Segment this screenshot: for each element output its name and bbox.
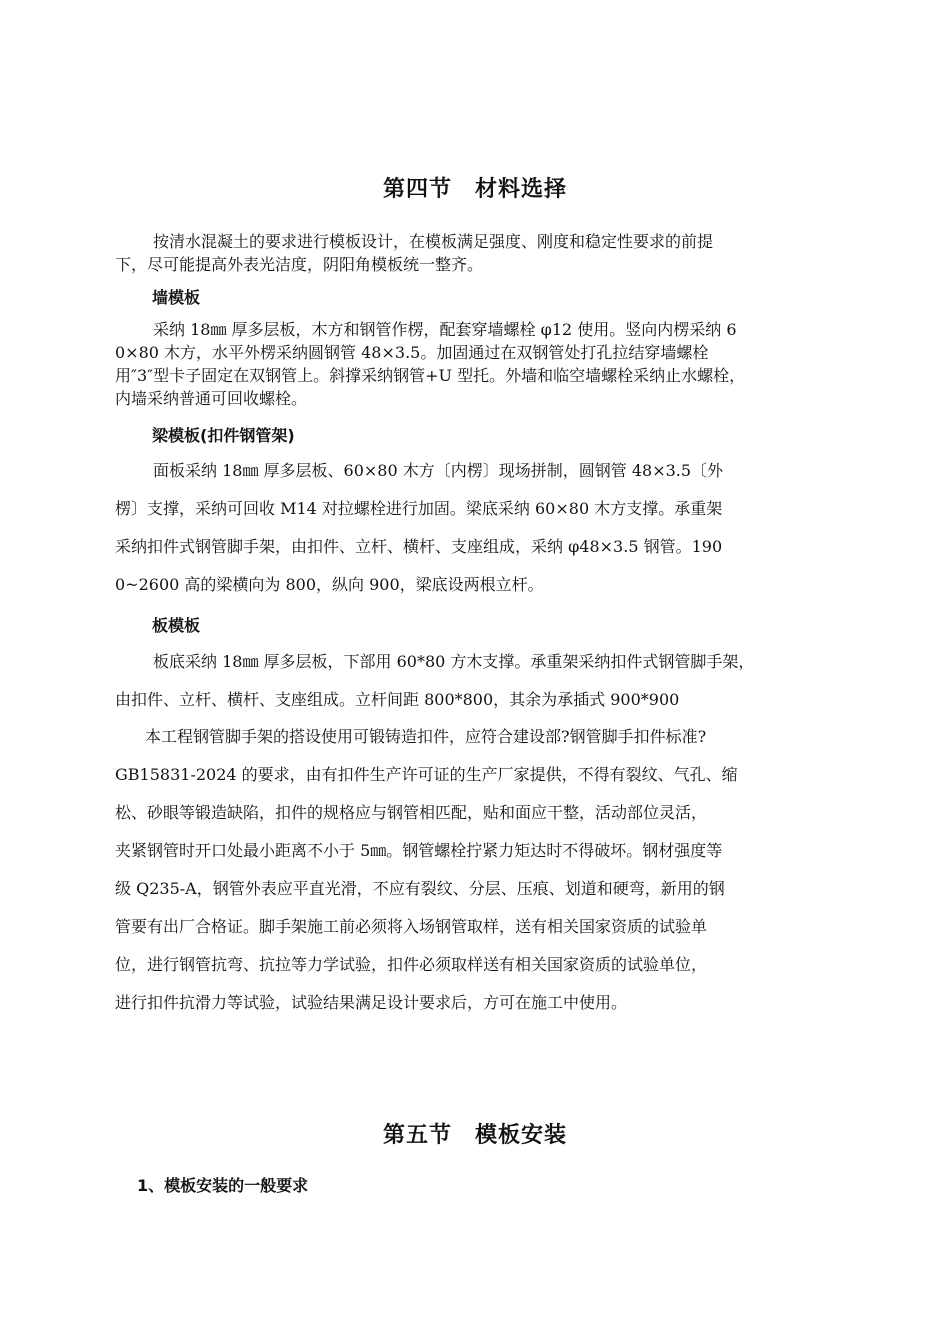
text-line: 0~2600 高的梁横向为 800，纵向 900，梁底设两根立杆。 <box>115 575 544 594</box>
text-line: 按清水混凝土的要求进行模板设计，在模板满足强度、刚度和稳定性要求的前提 <box>153 232 714 251</box>
section-5-title: 第五节 模板安装 <box>382 1123 567 1148</box>
slab-formwork-paragraph <box>115 643 845 719</box>
text-line: 面板采纳 18㎜ 厚多层板、60×80 木方〔内楞〕现场拼制，圆钢管 48×3.5〔外 <box>153 461 724 480</box>
text-line: 下，尽可能提高外表光洁度，阴阳角模板统一整齐。 <box>115 255 484 274</box>
text-line: 本工程钢管脚手架的搭设使用可锻铸造扣件，应符合建设部?钢管脚手扣件标准? <box>145 727 707 746</box>
text-line: 采纳扣件式钢管脚手架，由扣件、立杆、横杆、支座组成，采纳 φ48×3.5 钢管。190 <box>115 537 723 556</box>
intro-paragraph <box>115 230 845 276</box>
fastener-standard-paragraph <box>115 718 845 1022</box>
text-line: 0×80 木方，水平外楞采纳圆钢管 48×3.5。加固通过在双钢管处打孔拉结穿墙螺栓 <box>115 343 709 362</box>
text-line: 内墙采纳普通可回收螺栓。 <box>115 389 308 408</box>
text-line: 采纳 18㎜ 厚多层板，木方和钢管作楞，配套穿墙螺栓 φ12 使用。竖向内楞采纳 6 <box>153 320 737 339</box>
beam-formwork-heading: 梁模板(扣件钢管架) <box>152 426 295 445</box>
text-line: 管要有出厂合格证。脚手架施工前必须将入场钢管取样，送有相关国家资质的试验单 <box>115 917 708 936</box>
text-line: 用″3″型卡子固定在双钢管上。斜撑采纳钢管+U 型托。外墙和临空墙螺栓采纳止水螺栓， <box>115 366 746 385</box>
text-line: 板底采纳 18㎜ 厚多层板，下部用 60*80 方木支撑。承重架采纳扣件式钢管脚手架， <box>153 652 755 671</box>
text-line: 由扣件、立杆、横杆、支座组成。立杆间距 800*800，其余为承插式 900*900 <box>115 690 680 709</box>
text-line: GB15831-2024 的要求，由有扣件生产许可证的生产厂家提供，不得有裂纹、气孔、缩 <box>115 765 738 784</box>
text-line: 进行扣件抗滑力等试验，试验结果满足设计要求后，方可在施工中使用。 <box>115 993 628 1012</box>
text-line: 夹紧钢管时开口处最小距离不小于 5㎜。钢管螺栓拧紧力矩达时不得破坏。钢材强度等 <box>115 841 723 860</box>
beam-formwork-paragraph <box>115 452 845 604</box>
wall-formwork-paragraph <box>115 318 845 410</box>
list-heading-1: 1、模板安装的一般要求 <box>137 1176 309 1195</box>
slab-formwork-heading: 板模板 <box>152 616 201 635</box>
text-line: 楞〕支撑，采纳可回收 M14 对拉螺栓进行加固。梁底采纳 60×80 木方支撑。承重架 <box>115 499 723 518</box>
wall-formwork-heading: 墙模板 <box>152 288 201 307</box>
text-line: 级 Q235-A，钢管外表应平直光滑，不应有裂纹、分层、压痕、划道和硬弯，新用的钢 <box>115 879 725 898</box>
text-line: 松、砂眼等锻造缺陷，扣件的规格应与钢管相匹配，贴和面应干整，活动部位灵活， <box>115 803 708 822</box>
section-4-title: 第四节 材料选择 <box>382 177 567 202</box>
text-line: 位，进行钢管抗弯、抗拉等力学试验，扣件必须取样送有相关国家资质的试验单位， <box>115 955 708 974</box>
